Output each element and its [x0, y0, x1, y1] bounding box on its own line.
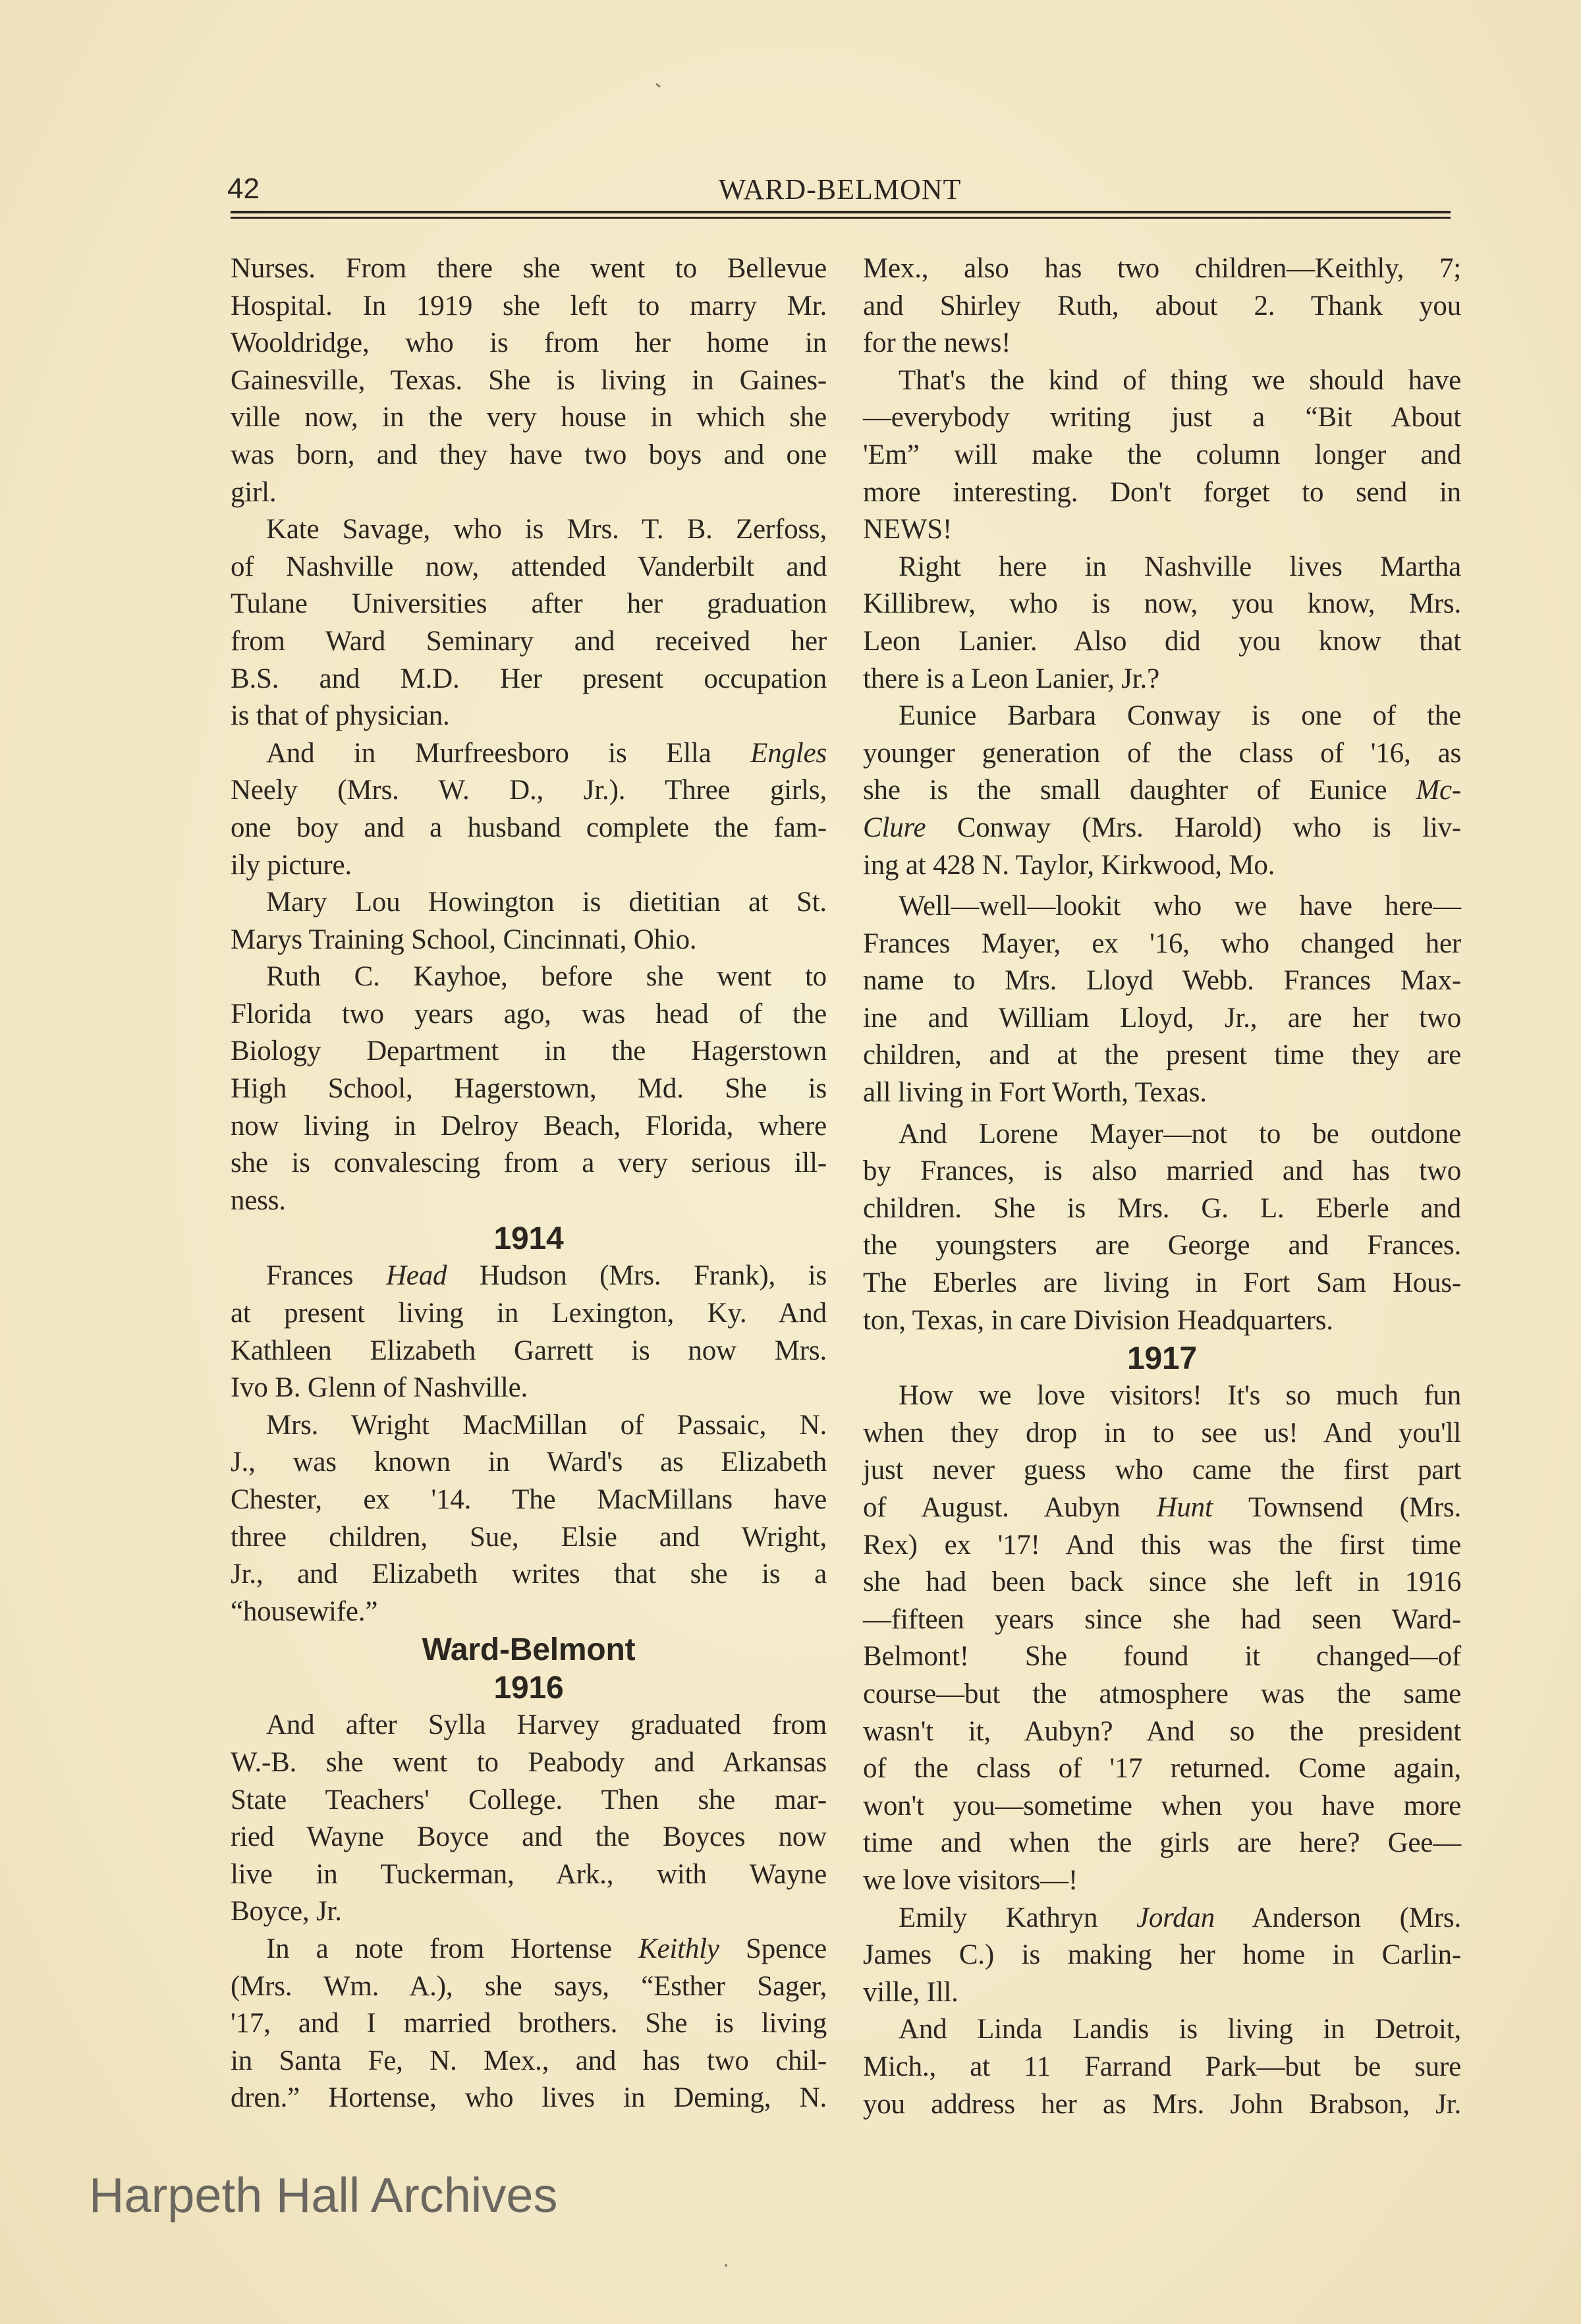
text-line: and Shirley Ruth, about 2. Thank you — [863, 290, 1461, 321]
text-line: Wooldridge, who is from her home in — [231, 327, 827, 359]
text-line: three children, Sue, Elsie and Wright, — [231, 1521, 827, 1553]
paragraph — [863, 1900, 1461, 2012]
text-line: girl. — [231, 476, 277, 508]
paragraph — [231, 511, 827, 735]
text-line: And after Sylla Harvey graduated from — [266, 1709, 827, 1741]
paragraph — [231, 1407, 827, 1631]
text-line: “housewife.” — [231, 1595, 378, 1627]
text-line: now living in Delroy Beach, Florida, where — [231, 1110, 827, 1142]
archive-watermark: Harpeth Hall Archives — [89, 2168, 558, 2223]
text-line: Well—well—lookit who we have here— — [899, 891, 1461, 922]
text-line: J., was known in Ward's as Elizabeth — [231, 1447, 827, 1478]
text-line: from Ward Seminary and received her — [231, 625, 827, 657]
paragraph — [231, 1707, 827, 1931]
italic-name: Engles — [750, 737, 827, 769]
text-line: course—but the atmosphere was the same — [863, 1678, 1461, 1709]
text-line: just never guess who came the first part — [863, 1454, 1461, 1486]
paragraph — [863, 549, 1461, 698]
text-line: Right here in Nashville lives Martha — [899, 551, 1461, 582]
section-heading: 1917 — [1127, 1341, 1197, 1377]
text-line: Emily Kathryn Jordan Anderson (Mrs. — [899, 1902, 1461, 1933]
text-line: Gainesville, Texas. She is living in Gaines- — [231, 364, 827, 396]
text-line: live in Tuckerman, Ark., with Wayne — [231, 1858, 827, 1890]
paragraph — [231, 884, 827, 958]
text-line: won't you—sometime when you have more — [863, 1790, 1461, 1821]
paragraph — [863, 698, 1461, 884]
text-line: Marys Training School, Cincinnati, Ohio. — [231, 924, 697, 955]
section-heading: Ward-Belmont — [422, 1632, 636, 1668]
text-line: —fifteen years since she had seen Ward- — [863, 1603, 1461, 1635]
header-rule-top — [231, 211, 1451, 213]
text-line: Eunice Barbara Conway is one of the — [899, 700, 1461, 732]
text-line: Mex., also has two children—Keithly, 7; — [863, 253, 1461, 284]
italic-name: Clure — [863, 812, 926, 843]
paragraph — [863, 250, 1461, 362]
italic-name: Jordan — [1136, 1902, 1215, 1933]
text-line: ness. — [231, 1184, 286, 1216]
text-line: there is a Leon Lanier, Jr.? — [863, 663, 1159, 694]
text-line: wasn't it, Aubyn? And so the president — [863, 1715, 1461, 1747]
text-line: Mrs. Wright MacMillan of Passaic, N. — [266, 1409, 827, 1441]
text-line: name to Mrs. Lloyd Webb. Frances Max- — [863, 965, 1461, 997]
text-line: Rex) ex '17! And this was the first time — [863, 1529, 1461, 1561]
text-line: all living in Fort Worth, Texas. — [863, 1077, 1207, 1109]
paragraph — [863, 1377, 1461, 1899]
text-line: by Frances, is also married and has two — [863, 1155, 1461, 1187]
text-line: —everybody writing just a “Bit About — [863, 402, 1461, 433]
text-line: Ruth C. Kayhoe, before she went to — [266, 961, 827, 993]
text-line: The Eberles are living in Fort Sam Hous- — [863, 1267, 1461, 1299]
text-line: ville now, in the very house in which she — [231, 402, 827, 433]
text-line: Hospital. In 1919 she left to marry Mr. — [231, 290, 827, 321]
paragraph — [231, 1258, 827, 1406]
text-line: Belmont! She found it changed—of — [863, 1641, 1461, 1673]
paragraph — [231, 250, 827, 511]
text-line: when they drop in to see us! And you'll — [863, 1417, 1461, 1449]
text-line: '17, and I married brothers. She is living — [231, 2008, 827, 2039]
text-line: in Santa Fe, N. Mex., and has two chil- — [231, 2045, 827, 2076]
scan-speck — [655, 83, 661, 88]
text-line: ried Wayne Boyce and the Boyces now — [231, 1821, 827, 1853]
text-line: Kathleen Elizabeth Garrett is now Mrs. — [231, 1335, 827, 1366]
text-line: of Nashville now, attended Vanderbilt and — [231, 551, 827, 582]
text-line: Frances Head Hudson (Mrs. Frank), is — [266, 1260, 827, 1292]
text-line: James C.) is making her home in Carlin- — [863, 1939, 1461, 1971]
text-line: Chester, ex '14. The MacMillans have — [231, 1484, 827, 1515]
text-line: Kate Savage, who is Mrs. T. B. Zerfoss, — [266, 514, 827, 545]
italic-name: Head — [385, 1260, 447, 1292]
text-line: And Lorene Mayer—not to be outdone — [899, 1118, 1461, 1149]
paragraph — [863, 362, 1461, 549]
right-column — [863, 250, 1461, 2123]
text-line: Clure Conway (Mrs. Harold) who is liv- — [863, 812, 1461, 843]
text-line: ine and William Lloyd, Jr., are her two — [863, 1002, 1461, 1034]
scan-speck — [725, 2264, 727, 2267]
text-line: Florida two years ago, was head of the — [231, 998, 827, 1030]
text-line: dren.” Hortense, who lives in Deming, N. — [231, 2082, 827, 2114]
text-line: one boy and a husband complete the fam- — [231, 812, 827, 843]
section-heading: 1914 — [493, 1221, 564, 1257]
text-line: Killibrew, who is now, you know, Mrs. — [863, 588, 1461, 620]
italic-name: Hunt — [1156, 1492, 1213, 1523]
paragraph — [231, 958, 827, 1219]
text-line: time and when the girls are here? Gee— — [863, 1827, 1461, 1859]
paragraph — [863, 888, 1461, 1112]
text-line: she is convalescing from a very serious ill- — [231, 1148, 827, 1179]
text-line: was born, and they have two boys and one — [231, 439, 827, 470]
text-line: for the news! — [863, 327, 1011, 359]
page-number: 42 — [227, 173, 260, 205]
text-line: And Linda Landis is living in Detroit, — [899, 2014, 1461, 2045]
text-line: (Mrs. Wm. A.), she says, “Esther Sager, — [231, 1970, 827, 2002]
text-line: Boyce, Jr. — [231, 1896, 342, 1927]
text-line: In a note from Hortense Keithly Spence — [266, 1933, 827, 1964]
text-line: ily picture. — [231, 849, 352, 881]
paragraph — [231, 735, 827, 884]
text-line: W.-B. she went to Peabody and Arkansas — [231, 1746, 827, 1778]
text-line: B.S. and M.D. Her present occupation — [231, 663, 827, 694]
text-line: 'Em” will make the column longer and — [863, 439, 1461, 470]
text-line: Frances Mayer, ex '16, who changed her — [863, 927, 1461, 959]
text-line: the youngsters are George and Frances. — [863, 1230, 1461, 1261]
text-line: That's the kind of thing we should have — [899, 364, 1461, 396]
section-heading: 1916 — [493, 1671, 564, 1706]
text-line: NEWS! — [863, 514, 953, 545]
text-line: she had been back since she left in 1916 — [863, 1566, 1461, 1598]
text-line: more interesting. Don't forget to send in — [863, 476, 1461, 508]
text-line: children. She is Mrs. G. L. Eberle and — [863, 1192, 1461, 1224]
text-line: How we love visitors! It's so much fun — [899, 1380, 1461, 1412]
paragraph — [863, 2011, 1461, 2123]
text-line: Ivo B. Glenn of Nashville. — [231, 1372, 528, 1404]
text-line: at present living in Lexington, Ky. And — [231, 1298, 827, 1329]
paragraph — [863, 1116, 1461, 1340]
text-line: younger generation of the class of '16, as — [863, 737, 1461, 769]
text-line: Neely (Mrs. W. D., Jr.). Three girls, — [231, 775, 827, 806]
text-line: Leon Lanier. Also did you know that — [863, 625, 1461, 657]
text-line: Mich., at 11 Farrand Park—but be sure — [863, 2051, 1461, 2082]
text-line: Tulane Universities after her graduation — [231, 588, 827, 620]
text-line: of August. Aubyn Hunt Townsend (Mrs. — [863, 1492, 1461, 1523]
text-line: Nurses. From there she went to Bellevue — [231, 253, 827, 284]
italic-name: Mc- — [1416, 775, 1461, 806]
text-line: High School, Hagerstown, Md. She is — [231, 1073, 827, 1105]
left-column — [231, 250, 827, 2117]
text-line: we love visitors—! — [863, 1864, 1078, 1896]
text-line: she is the small daughter of Eunice Mc- — [863, 775, 1461, 806]
text-line: Biology Department in the Hagerstown — [231, 1036, 827, 1067]
text-line: ville, Ill. — [863, 1976, 958, 2008]
text-line: ing at 428 N. Taylor, Kirkwood, Mo. — [863, 849, 1275, 881]
running-title: WARD-BELMONT — [718, 173, 962, 206]
header-rule-bottom — [231, 217, 1451, 219]
paragraph — [231, 1931, 827, 2117]
italic-name: Keithly — [638, 1933, 719, 1964]
text-line: of the class of '17 returned. Come again, — [863, 1753, 1461, 1784]
text-line: State Teachers' College. Then she mar- — [231, 1784, 827, 1815]
text-line: ton, Texas, in care Division Headquarters. — [863, 1304, 1333, 1336]
text-line: And in Murfreesboro is Ella Engles — [266, 737, 827, 769]
text-line: children, and at the present time they are — [863, 1039, 1461, 1071]
text-line: Jr., and Elizabeth writes that she is a — [231, 1559, 827, 1590]
text-line: is that of physician. — [231, 700, 450, 732]
text-line: you address her as Mrs. John Brabson, Jr. — [863, 2088, 1461, 2120]
text-line: Mary Lou Howington is dietitian at St. — [266, 887, 827, 918]
